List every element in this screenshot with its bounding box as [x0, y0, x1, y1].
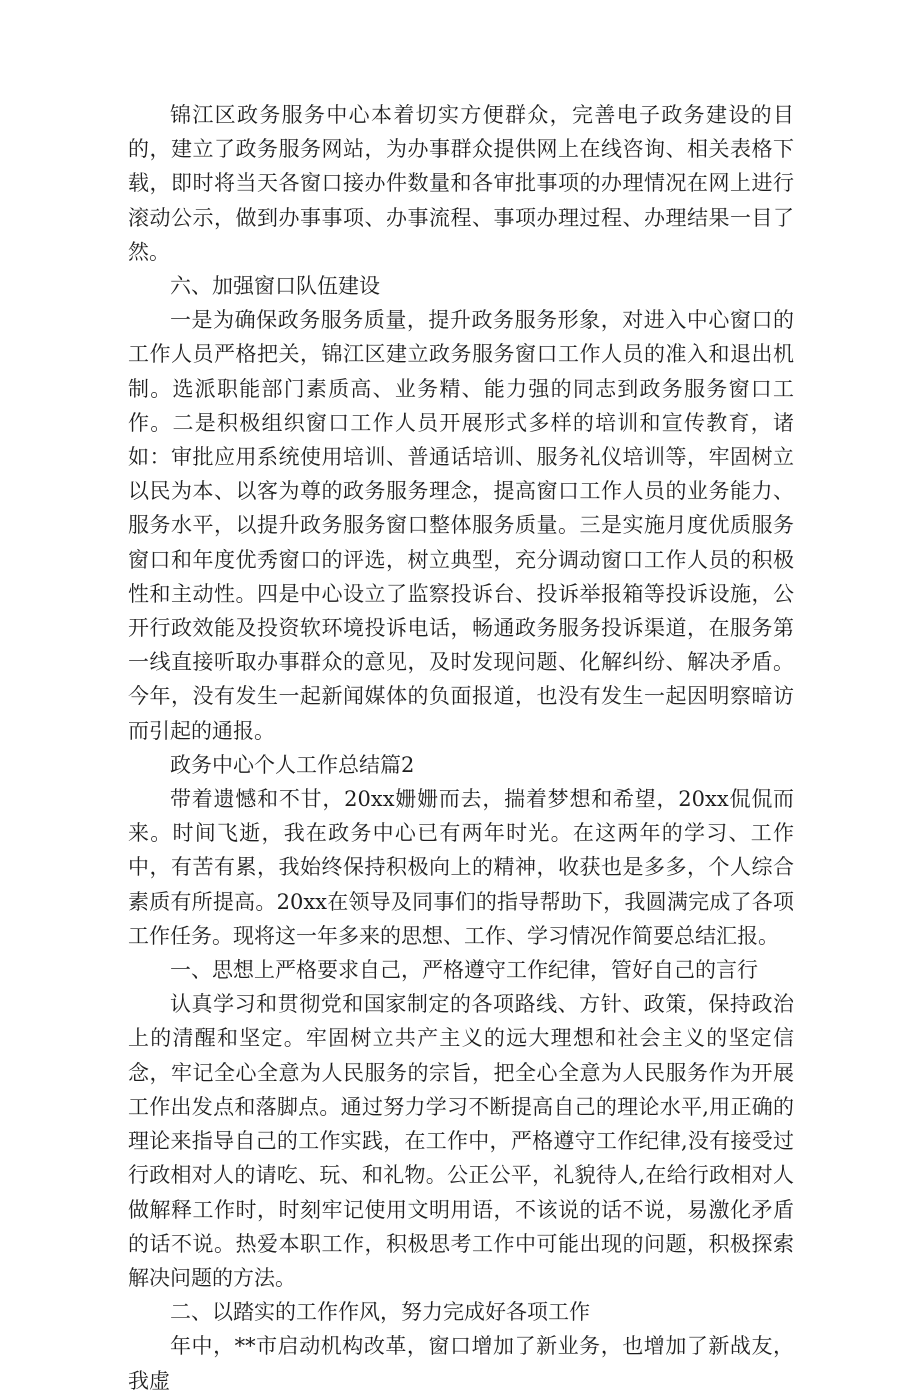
document-page [128, 98, 794, 1398]
paragraph-intro: 带着遗憾和不甘，20xx姗姗而去，揣着梦想和希望，20xx侃侃而来。时间飞逝，我在政务中心已有两年时光。在这两年的学习、工作中，有苦有累，我始终保持积极向上的精神，收获也是多多，个人综合素质有所提高。20xx在领导及同事们的指导帮助下，我圆满完成了各项工作任务。现将这一年多来的思想、工作、学习情况作简要总结汇报。 [128, 787, 794, 948]
article-title-part2: 政务中心个人工作总结篇2 [170, 752, 415, 777]
section-heading-window-team: 六、加强窗口队伍建设 [170, 274, 380, 299]
section-heading-work-style: 二、以踏实的工作作风，努力完成好各项工作 [170, 1300, 590, 1325]
paragraph-ideology: 认真学习和贯彻党和国家制定的各项路线、方针、政策，保持政治上的清醒和坚定。牢固树立共产主义的远大理想和社会主义的坚定信念，牢记全心全意为人民服务的宗旨，把全心全意为人民服务作为开展工作出发点和落脚点。通过努力学习不断提高自己的理论水平,用正确的理论来指导自己的工作实践，在工作中，严格遵守工作纪律,没有接受过行政相对人的请吃、玩、和礼物。公正公平，礼貌待人,在给行政相对人做解释工作时，时刻牢记使用文明用语，不该说的话不说，易激化矛盾的话不说。热爱本职工作，积极思考工作中可能出现的问题，积极探索解决问题的方法。 [128, 992, 794, 1290]
paragraph-work-style: 年中，**市启动机构改革，窗口增加了新业务，也增加了新战友，我虚 [128, 1334, 794, 1393]
section-heading-ideology: 一、思想上严格要求自己，严格遵守工作纪律，管好自己的言行 [170, 958, 758, 983]
paragraph-service-website: 锦江区政务服务中心本着切实方便群众，完善电子政务建设的目的，建立了政务服务网站，为办事群众提供网上在线咨询、相关表格下载，即时将当天各窗口接办件数量和各审批事项的办理情况在网上进行滚动公示，做到办事事项、办事流程、事项办理过程、办理结果一目了然。 [128, 103, 794, 264]
paragraph-window-team: 一是为确保政务服务质量，提升政务服务形象，对进入中心窗口的工作人员严格把关，锦江区建立政务服务窗口工作人员的准入和退出机制。选派职能部门素质高、业务精、能力强的同志到政务服务窗口工作。二是积极组织窗口工作人员开展形式多样的培训和宣传教育，诸如：审批应用系统使用培训、普通话培训、服务礼仪培训等，牢固树立以民为本、以客为尊的政务服务理念，提高窗口工作人员的业务能力、服务水平，以提升政务服务窗口整体服务质量。三是实施月度优质服务窗口和年度优秀窗口的评选，树立典型，充分调动窗口工作人员的积极性和主动性。四是中心设立了监察投诉台、投诉举报箱等投诉设施，公开行政效能及投资软环境投诉电话，畅通政务服务投诉渠道，在服务第一线直接听取办事群众的意见，及时发现问题、化解纠纷、解决矛盾。今年，没有发生一起新闻媒体的负面报道，也没有发生一起因明察暗访而引起的通报。 [128, 308, 794, 743]
